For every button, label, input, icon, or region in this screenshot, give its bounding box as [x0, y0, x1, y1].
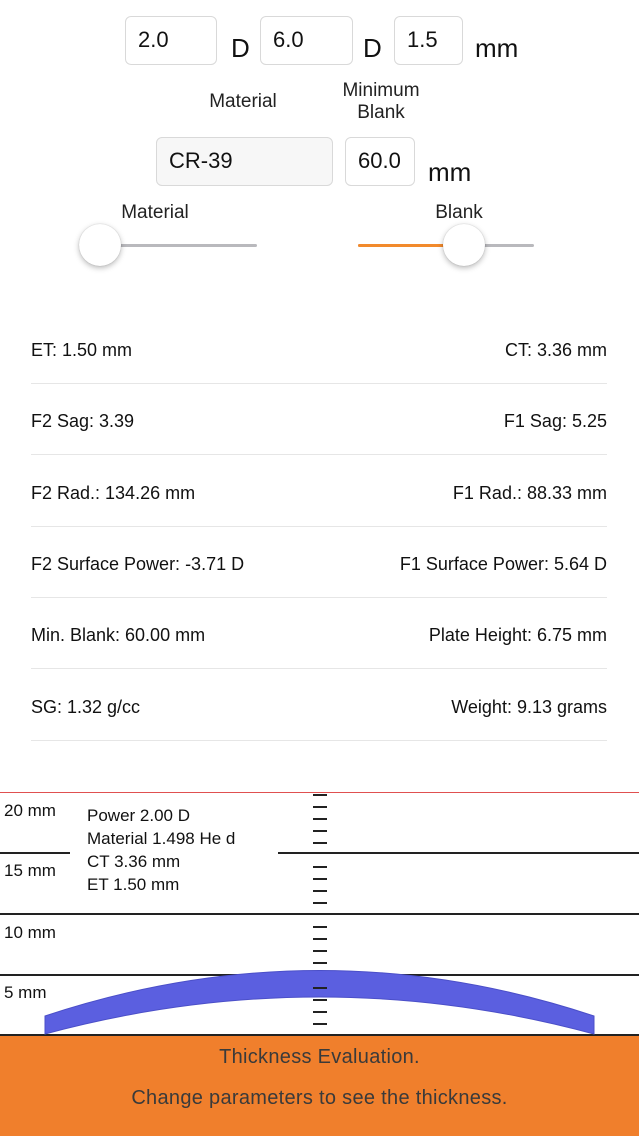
min-blank-result: Min. Blank: 60.00 mm — [31, 625, 206, 645]
scale-label-15mm: 15 mm — [4, 861, 56, 880]
thickness-evaluation-banner — [0, 1036, 639, 1136]
scale-label-10mm: 10 mm — [4, 923, 56, 942]
banner-title: Thickness Evaluation. — [219, 1046, 420, 1068]
ruler-tick — [313, 999, 327, 1001]
center-thickness-result: CT: 3.36 mm — [504, 340, 607, 360]
ruler-tick — [313, 950, 327, 952]
ruler-tick — [313, 878, 327, 880]
lens-info-material: Material 1.498 He d — [87, 829, 236, 848]
f2-sag-result: F2 Sag: 3.39 — [31, 411, 135, 431]
ruler-tick — [313, 926, 327, 928]
minimum-blank-caption-line1: Minimum — [342, 80, 420, 101]
blank-size-input[interactable]: 60.0 — [345, 137, 415, 186]
ruler-tick — [313, 1011, 327, 1013]
ruler-tick — [313, 890, 327, 892]
ruler-tick — [313, 938, 327, 940]
lens-info-power: Power 2.00 D — [87, 806, 190, 825]
f2-surface-power-result: F2 Surface Power: -3.71 D — [31, 554, 245, 574]
minimum-blank-caption — [331, 80, 431, 124]
lens-info-ct: CT 3.36 mm — [87, 852, 181, 871]
ruler-tick — [313, 842, 327, 844]
scale-label-20mm: 20 mm — [4, 801, 56, 820]
blank-slider-label: Blank — [435, 202, 483, 223]
ruler-tick — [313, 830, 327, 832]
power-unit: D — [231, 33, 250, 63]
power-input[interactable]: 2.0 — [125, 16, 217, 65]
ruler-tick — [313, 902, 327, 904]
base-curve-input[interactable]: 6.0 — [260, 16, 353, 65]
f1-sag-result: F1 Sag: 5.25 — [503, 411, 607, 431]
f1-surface-power-result: F1 Surface Power: 5.64 D — [399, 554, 607, 574]
result-row — [31, 526, 607, 598]
edge-thickness-unit: mm — [475, 33, 519, 63]
plate-height-result: Plate Height: 6.75 mm — [428, 625, 607, 645]
material-field[interactable]: CR-39 — [156, 137, 333, 186]
base-curve-unit: D — [363, 33, 382, 63]
material-slider-label: Material — [121, 202, 189, 223]
minimum-blank-caption-line2: Blank — [357, 102, 405, 123]
blank-size-unit: mm — [428, 157, 472, 187]
scale-label-5mm: 5 mm — [4, 983, 47, 1002]
material-slider[interactable] — [79, 223, 257, 267]
blank-slider-thumb[interactable] — [443, 224, 485, 266]
result-row — [31, 383, 607, 455]
banner-subtitle: Change parameters to see the thickness. — [131, 1087, 508, 1109]
ruler-tick — [313, 806, 327, 808]
ruler-tick — [313, 987, 327, 989]
center-ruler — [0, 790, 639, 1036]
thickness-diagram — [0, 790, 639, 1036]
specific-gravity-result: SG: 1.32 g/cc — [31, 697, 141, 717]
f1-radius-result: F1 Rad.: 88.33 mm — [452, 483, 607, 503]
ruler-tick — [313, 962, 327, 964]
result-row — [31, 312, 607, 384]
f2-radius-result: F2 Rad.: 134.26 mm — [31, 483, 196, 503]
lens-info-et: ET 1.50 mm — [87, 875, 180, 894]
ruler-tick — [313, 866, 327, 868]
ruler-tick — [313, 818, 327, 820]
result-row — [31, 455, 607, 527]
material-caption: Material — [209, 91, 277, 112]
weight-result: Weight: 9.13 grams — [451, 697, 607, 717]
material-slider-thumb[interactable] — [79, 224, 121, 266]
result-row — [31, 669, 607, 741]
edge-thickness-input[interactable]: 1.5 — [394, 16, 463, 65]
ruler-tick — [313, 794, 327, 796]
blank-slider[interactable] — [358, 223, 534, 267]
edge-thickness-result: ET: 1.50 mm — [31, 340, 133, 360]
result-row — [31, 597, 607, 669]
ruler-tick — [313, 1023, 327, 1025]
